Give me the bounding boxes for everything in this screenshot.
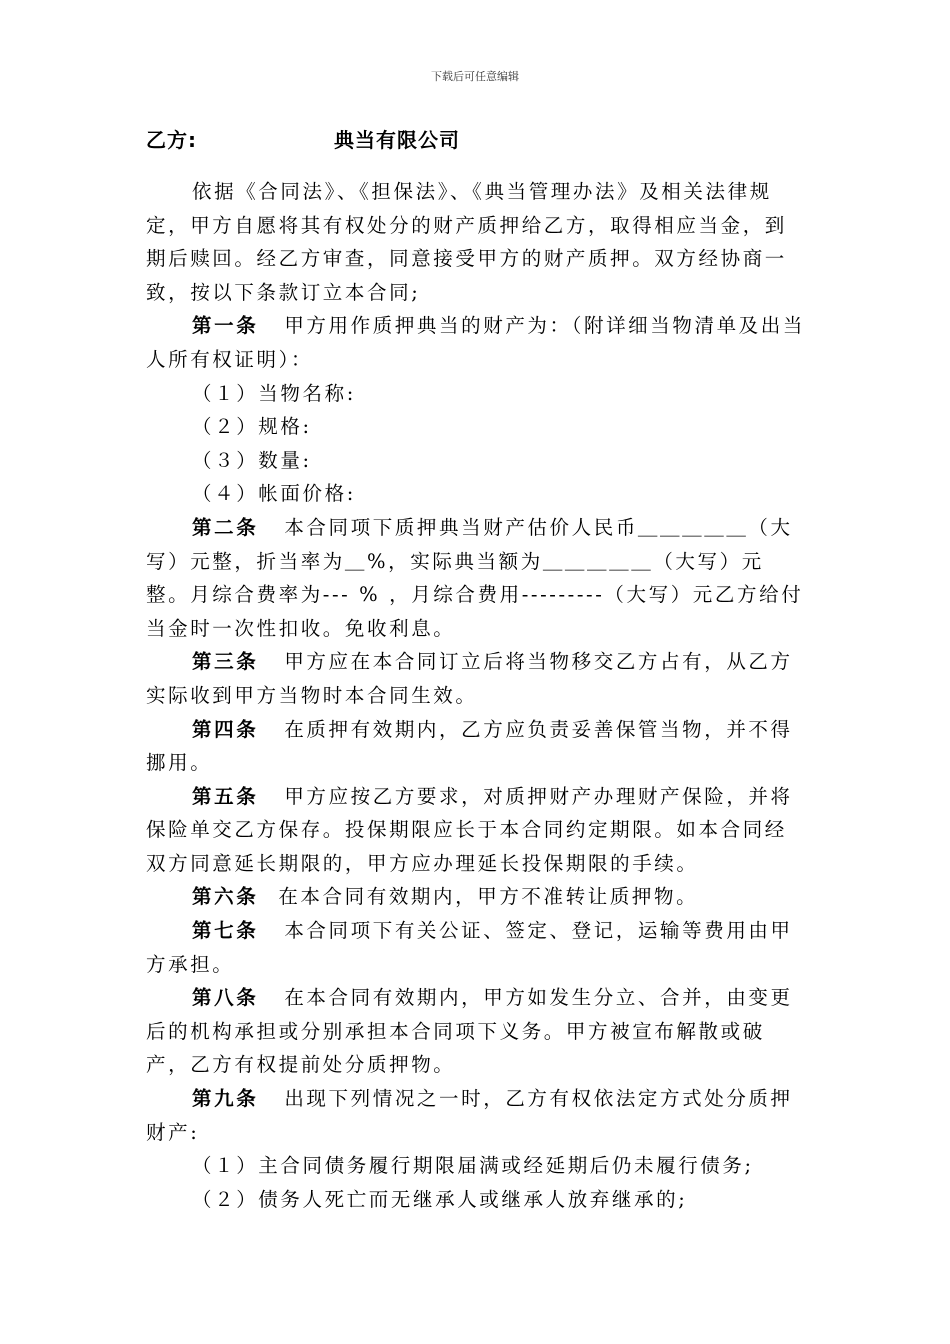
article-label: 第八条 bbox=[192, 986, 259, 1010]
article-label: 第九条 bbox=[192, 1087, 259, 1111]
article-text: 在本合同有效期内，甲方不准转让质押物。 bbox=[278, 885, 699, 909]
article-8 bbox=[146, 981, 806, 1082]
contract-body bbox=[146, 175, 806, 1216]
article-label: 第一条 bbox=[192, 314, 259, 338]
article-6 bbox=[146, 880, 806, 914]
list-item: （３）数量: bbox=[192, 448, 312, 472]
article-9 bbox=[146, 1082, 806, 1149]
preamble: 依据《合同法》、《担保法》、《典当管理办法》及相关法律规定，甲方自愿将其有权处分的财产质押给乙方，取得相应当金，到期后赎回。经乙方审查，同意接受甲方的财产质押。双方经协商一致，按以下条款订立本合同; bbox=[146, 180, 787, 304]
list-item: （２）规格: bbox=[192, 415, 312, 439]
article-text: 本合同项下有关公证、签定、登记，运输等费用由甲方承担。 bbox=[146, 919, 793, 976]
list-item: （２）债务人死亡而无继承人或继承人放弃继承的; bbox=[192, 1187, 688, 1211]
article-label: 第四条 bbox=[192, 717, 259, 741]
article-text: 在本合同有效期内，甲方如发生分立、合并，由变更后的机构承担或分别承担本合同项下义务。甲方被宣布解散或破产，乙方有权提前处分质押物。 bbox=[146, 986, 793, 1077]
article-text: 在质押有效期内，乙方应负责妥善保管当物，并不得挪用。 bbox=[146, 717, 793, 775]
article-text: 甲方用作质押典当的财产为：（附详细当物清单及出当人所有权证明）： bbox=[146, 314, 805, 371]
list-item: （４）帐面价格: bbox=[192, 482, 356, 506]
party-name: 典当有限公司 bbox=[334, 128, 460, 152]
header-note: 下载后可任意编辑 bbox=[431, 70, 519, 83]
article-2 bbox=[146, 511, 806, 645]
article-4 bbox=[146, 713, 806, 780]
list-item: （１）当物名称: bbox=[192, 381, 356, 405]
article-label: 第二条 bbox=[192, 515, 259, 539]
article-label: 第五条 bbox=[192, 784, 259, 808]
article-text: 本合同项下质押典当财产估价人民币＿＿＿＿＿（大写）元整，折当率为＿%，实际典当额为＿＿＿＿＿（大写）元整。月综合费率为--- % ，月综合费用---------（大写）元乙方给付当金时一次性扣收。免收利息。 bbox=[146, 515, 804, 640]
article-text: 甲方应在本合同订立后将当物移交乙方占有，从乙方实际收到甲方当物时本合同生效。 bbox=[146, 650, 793, 707]
article-7 bbox=[146, 914, 806, 981]
article-label: 第七条 bbox=[192, 919, 259, 943]
party-label: 乙方: bbox=[146, 128, 197, 152]
article-label: 第三条 bbox=[192, 650, 259, 674]
article-5 bbox=[146, 780, 806, 881]
article-3 bbox=[146, 645, 806, 712]
article-label: 第六条 bbox=[192, 885, 259, 909]
list-item: （１）主合同债务履行期限届满或经延期后仍未履行债务; bbox=[192, 1154, 754, 1178]
article-text: 甲方应按乙方要求，对质押财产办理财产保险，并将保险单交乙方保存。投保期限应长于本合同约定期限。如本合同经双方同意延长期限的，甲方应办理延长投保期限的手续。 bbox=[146, 784, 793, 875]
party-line bbox=[146, 124, 460, 153]
article-1 bbox=[146, 309, 806, 376]
article-text: 出现下列情况之一时，乙方有权依法定方式处分质押财产: bbox=[146, 1087, 793, 1144]
